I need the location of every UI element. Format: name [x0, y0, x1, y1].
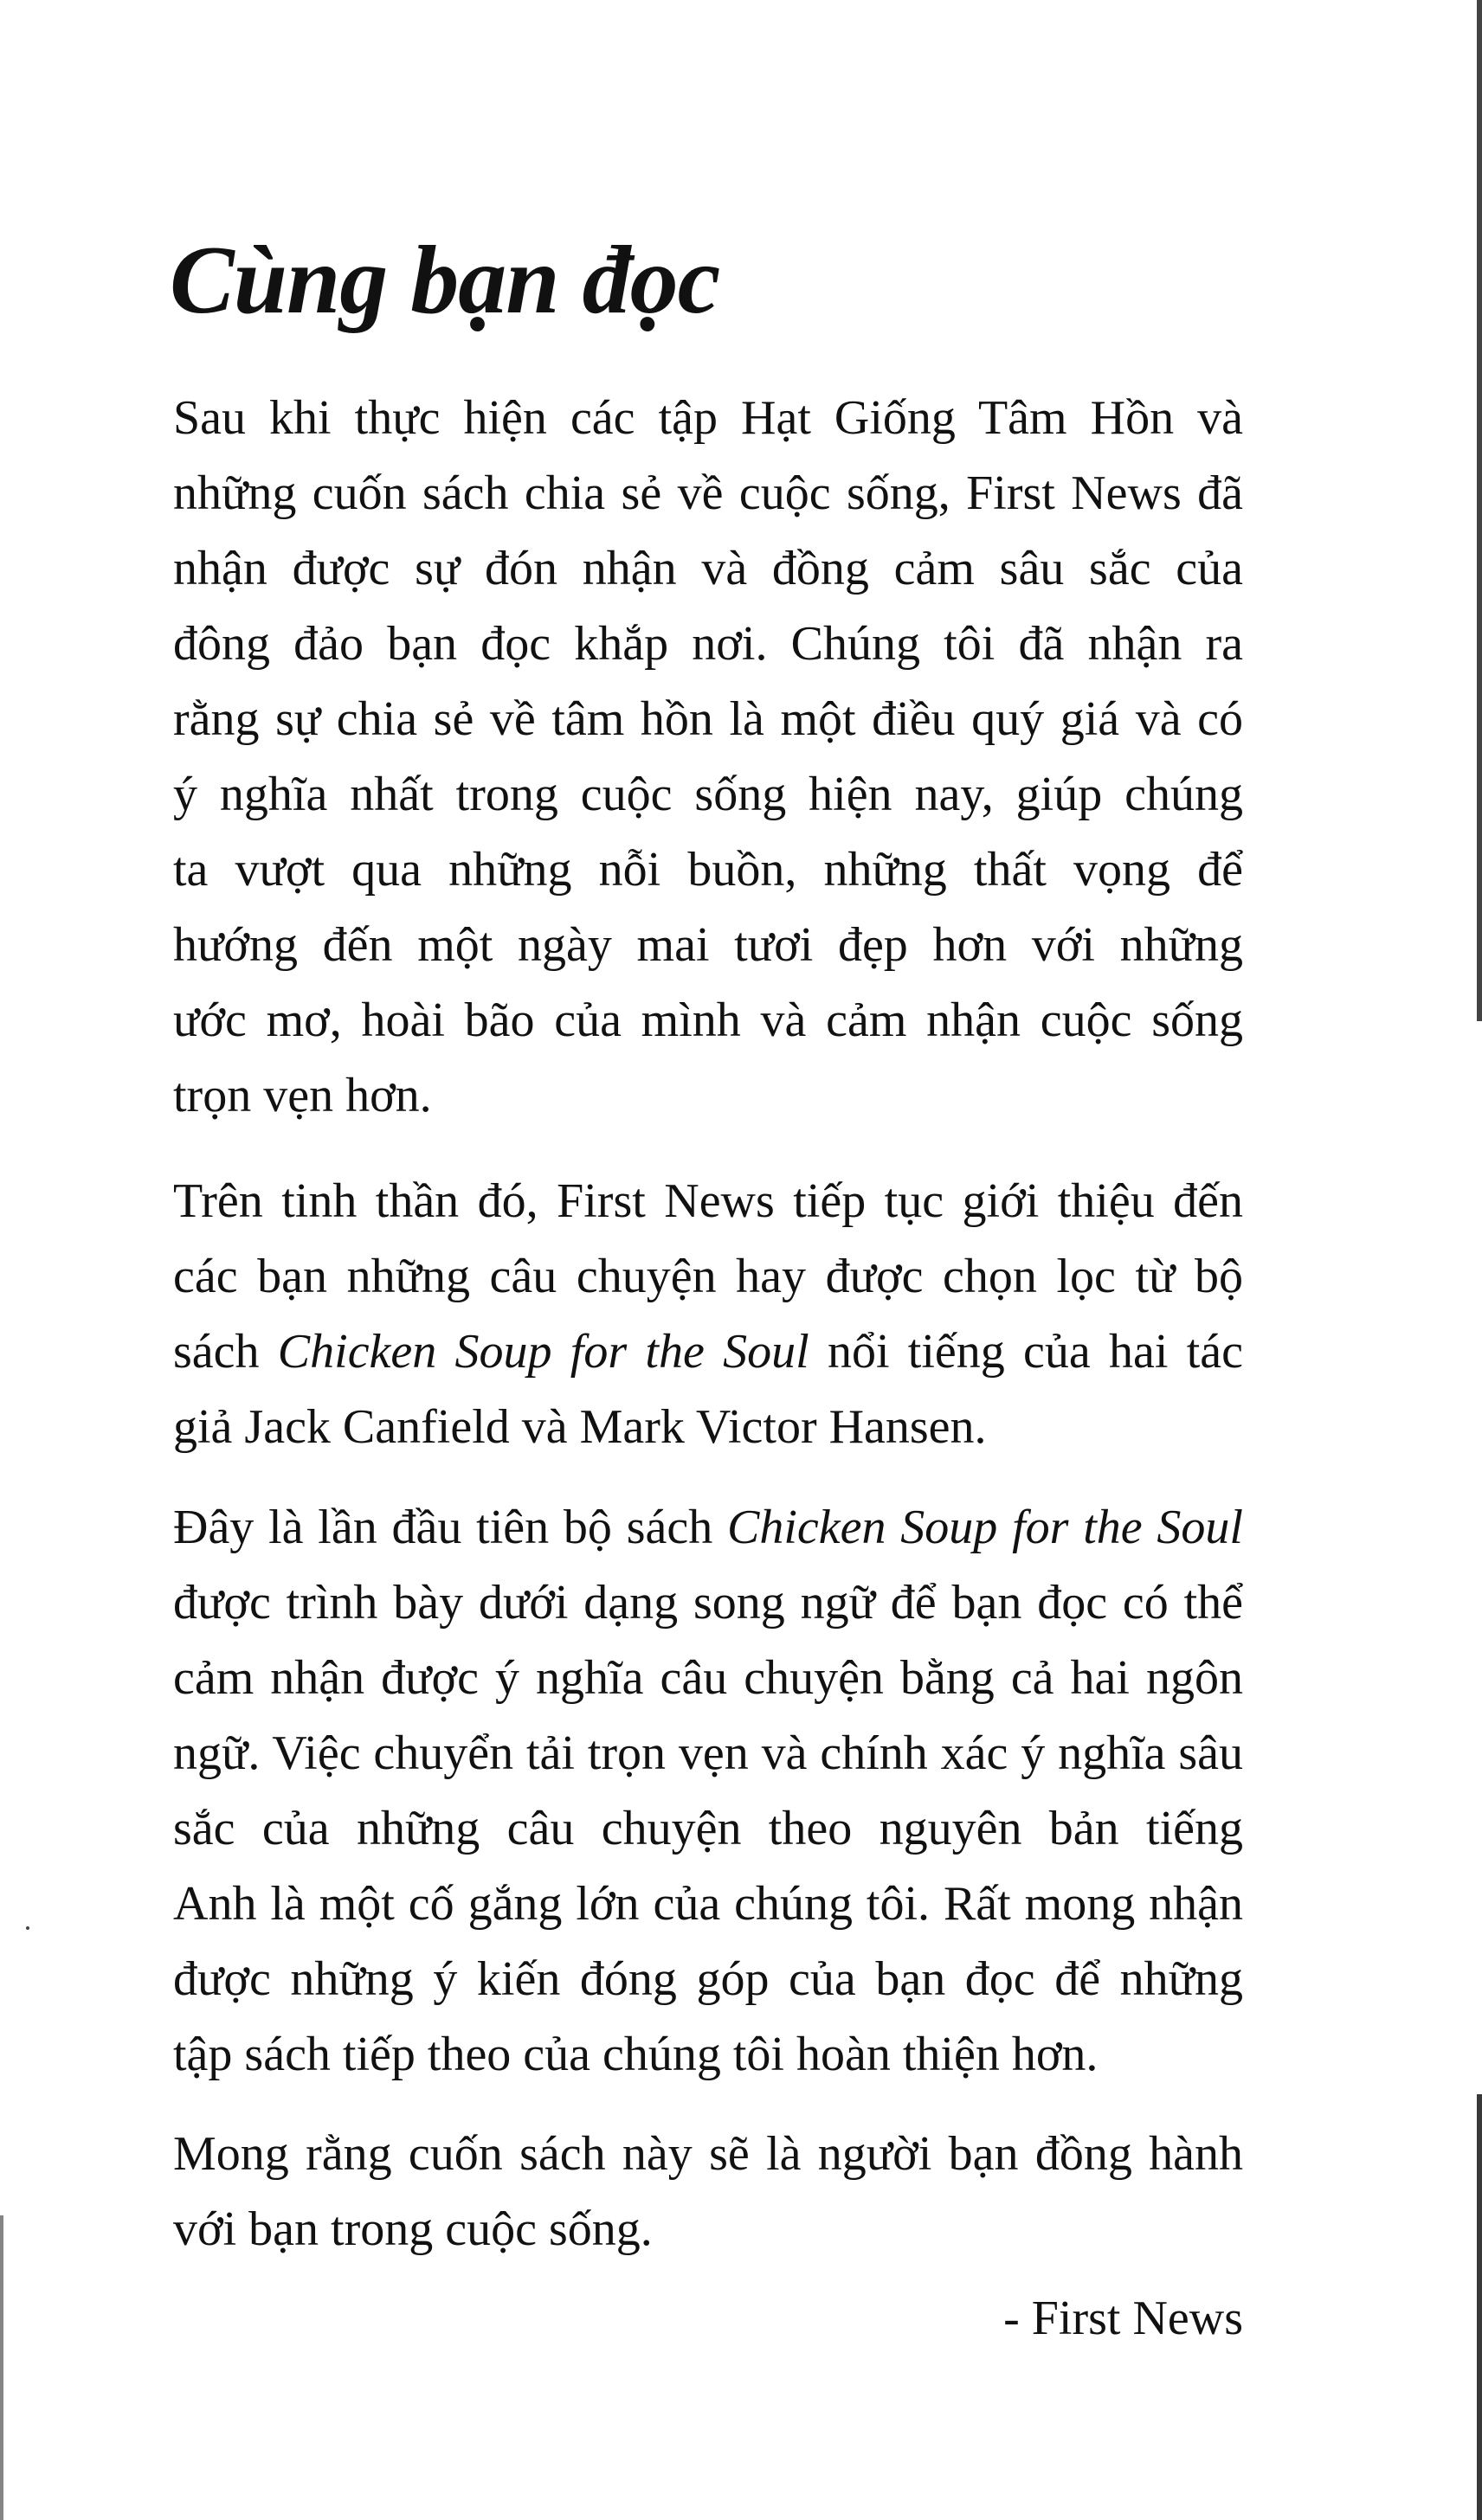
book-title-italic: Chicken Soup for the Soul: [727, 1501, 1243, 1554]
text-line: Trên tinh thần đó, First News tiếp tục giới thiệu đến: [173, 1174, 1243, 1228]
text-line: Sau khi thực hiện các tập Hạt Giống Tâm Hồn và: [173, 391, 1243, 445]
text-line: được trình bày dưới dạng song ngữ để bạn đọc có thể: [173, 1576, 1243, 1630]
text-line: ngữ. Việc chuyển tải trọn vẹn và chính xác ý nghĩa sâu: [173, 1726, 1243, 1780]
book-title-italic: Chicken Soup for the Soul: [277, 1325, 809, 1379]
text-fragment: Đây là lần đầu tiên bộ sách: [173, 1501, 728, 1554]
text-line: giả Jack Canfield và Mark Victor Hansen.: [173, 1400, 987, 1454]
text-line: sắc của những câu chuyện theo nguyên bản tiếng: [173, 1802, 1243, 1855]
text-fragment: sách: [173, 1325, 278, 1379]
text-line: ta vượt qua những nỗi buồn, những thất vọng để: [173, 843, 1243, 897]
paragraph-series-intro: [173, 1164, 1243, 1465]
text-line: hướng đến một ngày mai tươi đẹp hơn với những: [173, 918, 1243, 972]
text-line: được những ý kiến đóng góp của bạn đọc để những: [173, 1952, 1243, 2006]
paragraph-closing: [173, 2117, 1243, 2267]
text-line: [173, 1490, 1243, 1565]
text-line: [173, 1315, 1243, 1390]
text-line: với bạn trong cuộc sống.: [173, 2202, 653, 2256]
text-line: những cuốn sách chia sẻ về cuộc sống, First News đã: [173, 466, 1243, 520]
text-line: ý nghĩa nhất trong cuộc sống hiện nay, giúp chúng: [173, 768, 1243, 821]
page-left-edge-shadow: [0, 2215, 3, 2520]
page-edge-shadow-bottom: [1477, 2094, 1482, 2520]
page-edge-shadow-top: [1477, 0, 1482, 1021]
text-line: các bạn những câu chuyện hay được chọn lọc từ bộ: [173, 1250, 1243, 1303]
text-fragment: nổi tiếng của hai tác: [809, 1325, 1243, 1379]
text-line: nhận được sự đón nhận và đồng cảm sâu sắc của: [173, 542, 1243, 595]
paragraph-intro: [173, 381, 1243, 1134]
text-line: trọn vẹn hơn.: [173, 1069, 432, 1122]
text-line: tập sách tiếp theo của chúng tôi hoàn thiện hơn.: [173, 2028, 1099, 2081]
paragraph-bilingual: [173, 1490, 1243, 2092]
text-line: Mong rằng cuốn sách này sẽ là người bạn đồng hành: [173, 2127, 1243, 2181]
text-line: ước mơ, hoài bão của mình và cảm nhận cuộc sống: [173, 993, 1243, 1047]
text-line: cảm nhận được ý nghĩa câu chuyện bằng cả hai ngôn: [173, 1651, 1243, 1705]
signature: - First News: [1003, 2292, 1243, 2345]
text-line: Anh là một cố gắng lớn của chúng tôi. Rất mong nhận: [173, 1877, 1243, 1931]
text-line: đông đảo bạn đọc khắp nơi. Chúng tôi đã nhận ra: [173, 617, 1243, 671]
page-title: Cùng bạn đọc: [170, 227, 720, 334]
scan-speck: [26, 1926, 29, 1930]
text-line: rằng sự chia sẻ về tâm hồn là một điều quý giá và có: [173, 692, 1243, 746]
